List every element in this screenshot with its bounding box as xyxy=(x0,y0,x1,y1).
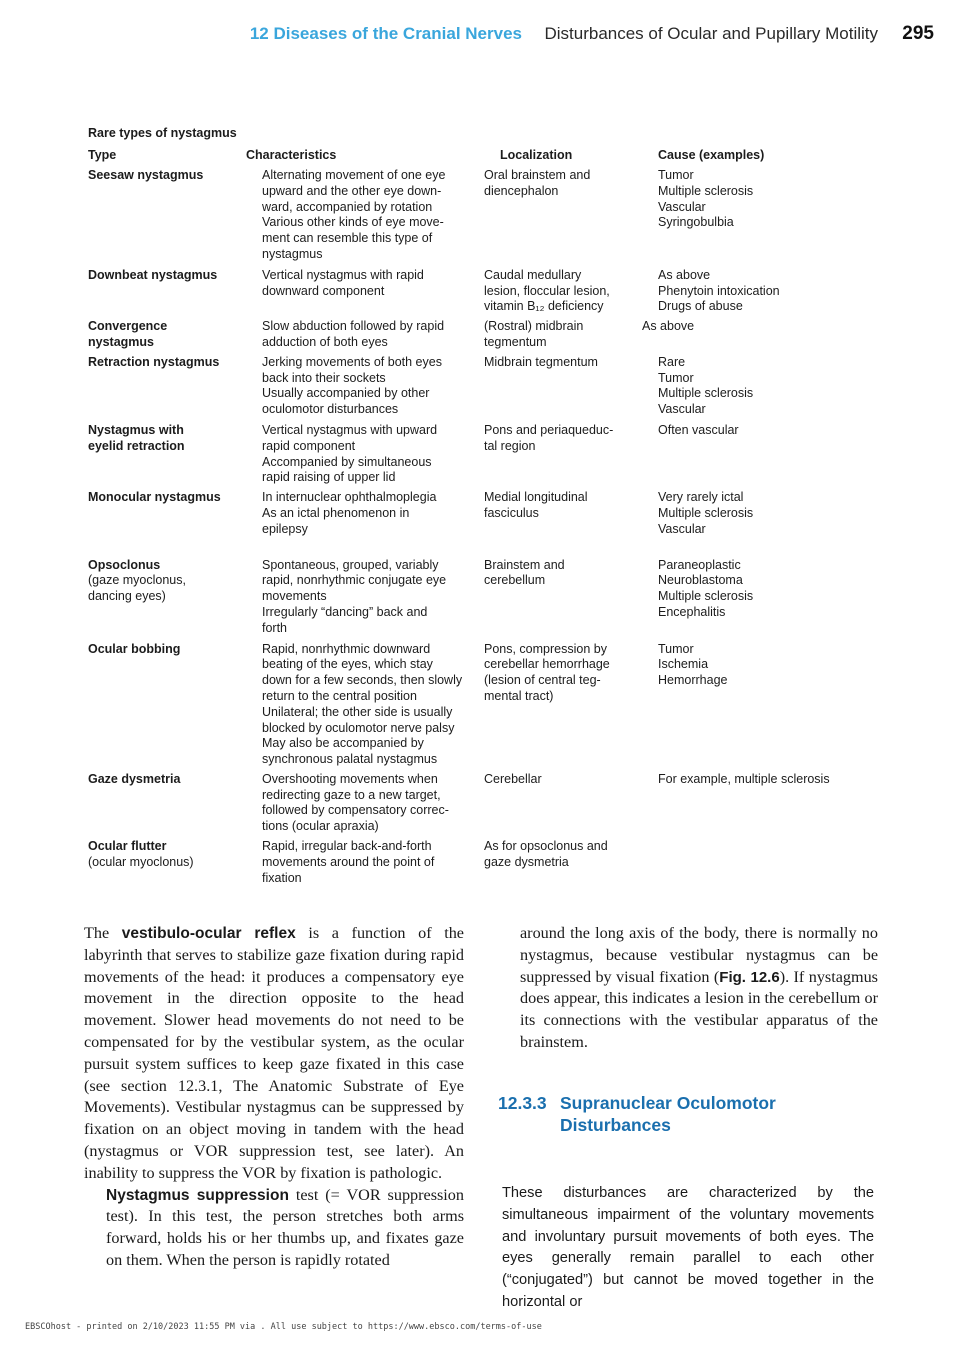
column-header-characteristics: Characteristics xyxy=(246,148,337,162)
localization-cell xyxy=(484,558,642,637)
cause-cell xyxy=(642,423,878,486)
cause-cell-line: Paraneoplastic xyxy=(658,557,741,572)
cause-cell-line: Multiple sclerosis xyxy=(658,386,754,401)
type-cell xyxy=(88,355,246,418)
characteristics-cell-line: followed by compensatory correc- xyxy=(262,803,449,818)
paragraph-suppression-test xyxy=(84,1185,464,1272)
section-title: Disturbances of Ocular and Pupillary Motility xyxy=(544,24,878,43)
characteristics-cell xyxy=(246,490,484,537)
characteristics-cell-line: Usually accompanied by other xyxy=(262,386,430,401)
type-cell xyxy=(88,168,246,263)
cause-cell-line: Vascular xyxy=(658,199,706,214)
characteristics-cell-line: rapid, nonrhythmic conjugate eye xyxy=(262,573,447,588)
localization-cell-line: Caudal medullary xyxy=(484,267,582,282)
continuation-after: ). If nystagmus does appear, this indicates a lesion in the cerebellum or its connections with the vestibular apparatus of the brainstem. xyxy=(520,967,878,1051)
characteristics-cell-line: adduction of both eyes xyxy=(262,334,388,349)
localization-cell-line: tal region xyxy=(484,438,536,453)
table-title: Rare types of nystagmus xyxy=(88,126,237,140)
term-nystagmus-suppression: Nystagmus suppression xyxy=(106,1186,289,1204)
cause-cell-line: Syringobulbia xyxy=(658,215,734,230)
cause-cell xyxy=(642,490,878,537)
characteristics-cell xyxy=(246,423,484,486)
cause-cell xyxy=(642,772,878,835)
type-cell xyxy=(88,319,246,351)
type-cell-line: eyelid retraction xyxy=(88,438,185,453)
localization-cell xyxy=(484,642,642,768)
localization-cell-line: fasciculus xyxy=(484,505,539,520)
cause-cell-line: Hemorrhage xyxy=(658,673,728,688)
localization-cell-line: Pons and periaqueduc- xyxy=(484,422,614,437)
cause-cell xyxy=(642,355,878,418)
column-header-localization: Localization xyxy=(500,148,573,162)
column-header-type: Type xyxy=(88,148,117,162)
type-cell-line: (gaze myoclonus, xyxy=(88,573,186,588)
nystagmus-table xyxy=(88,148,878,886)
heading-number: 12.3.3 xyxy=(498,1093,547,1113)
characteristics-cell-line: Vertical nystagmus with rapid xyxy=(262,267,424,282)
type-cell xyxy=(88,772,246,835)
localization-cell-line: diencephalon xyxy=(484,183,559,198)
type-cell-line: Ocular bobbing xyxy=(88,641,181,656)
characteristics-cell-line: As an ictal phenomenon in xyxy=(262,505,410,520)
cause-cell xyxy=(642,839,878,886)
cause-cell-line: Neuroblastoma xyxy=(658,573,743,588)
cause-cell-line: Ischemia xyxy=(658,657,709,672)
characteristics-cell-line: blocked by oculomotor nerve palsy xyxy=(262,720,455,735)
vor-intro: The xyxy=(84,924,122,942)
characteristics-cell-line: downward component xyxy=(262,283,385,298)
characteristics-cell xyxy=(246,558,484,637)
localization-cell-line: Medial longitudinal xyxy=(484,490,588,505)
characteristics-cell-line: redirecting gaze to a new target, xyxy=(262,787,441,802)
characteristics-cell-line: Spontaneous, grouped, variably xyxy=(262,557,439,572)
characteristics-cell-line: rapid component xyxy=(262,438,356,453)
localization-cell-line: cerebellar hemorrhage xyxy=(484,657,610,672)
type-cell xyxy=(88,642,246,768)
suppression-body: test (= VOR suppression test). In this test, the person stretches both arms forward, holds his or her thumbs up, and fixates gaze on them. When the person is rapidly rotated xyxy=(106,1185,464,1269)
cause-cell-line: Very rarely ictal xyxy=(658,490,744,505)
type-cell-line: Retraction nystagmus xyxy=(88,354,220,369)
cause-cell-line: Encephalitis xyxy=(658,604,726,619)
running-header xyxy=(0,24,940,50)
characteristics-cell-line: Alternating movement of one eye xyxy=(262,168,446,182)
paragraph-vor xyxy=(84,923,464,1185)
cause-cell xyxy=(642,642,878,768)
table-row xyxy=(88,268,878,315)
figure-reference: Fig. 12.6 xyxy=(719,968,780,986)
localization-cell-line: Cerebellar xyxy=(484,771,542,786)
vor-body: is a function of the labyrinth that serves to stabilize gaze fixation during rapid movements of the head: it produces a compensatory eye movement in the direction opposite to the head movement. Slower head movements do not need to be compensated for by the vestibular system, as the ocular pursuit system suffices to keep gaze fixated in this case (see section 12.3.1, The Anatomic Substrate of Eye Movements). Vestibular nystagmus can be suppressed by fixation on an object moving in tandem with the head (nystagmus or VOR suppression test, see later). An inability to suppress the VOR by fixation is pathologic. xyxy=(84,924,464,1182)
characteristics-cell-line: Vertical nystagmus with upward xyxy=(262,422,438,437)
type-cell-line: (ocular myoclonus) xyxy=(88,854,194,869)
cause-cell-line: Tumor xyxy=(658,168,694,182)
characteristics-cell-line: movements xyxy=(262,589,327,604)
type-cell-line: Nystagmus with xyxy=(88,422,184,437)
localization-cell-line: Brainstem and xyxy=(484,557,565,572)
type-cell-line: Seesaw nystagmus xyxy=(88,168,204,182)
column-header-cause: Cause (examples) xyxy=(658,148,765,162)
characteristics-cell xyxy=(246,168,484,263)
table-header-row xyxy=(88,148,878,168)
cause-cell-line: Tumor xyxy=(658,370,694,385)
type-cell-line: Monocular nystagmus xyxy=(88,490,221,505)
localization-cell-line: Midbrain tegmentum xyxy=(484,354,598,369)
localization-cell xyxy=(484,355,642,418)
characteristics-cell-line: Irregularly “dancing” back and xyxy=(262,604,428,619)
cause-cell xyxy=(642,319,862,351)
characteristics-cell-line: return to the central position xyxy=(262,688,417,703)
characteristics-cell xyxy=(246,268,484,315)
table-row xyxy=(88,772,878,835)
characteristics-cell xyxy=(246,839,484,886)
characteristics-cell-line: Jerking movements of both eyes xyxy=(262,354,442,369)
characteristics-cell-line: ment can resemble this type of xyxy=(262,231,433,246)
characteristics-cell-line: Slow abduction followed by rapid xyxy=(262,319,445,334)
characteristics-cell xyxy=(246,355,484,418)
type-cell xyxy=(88,490,246,537)
chapter-title: 12 Diseases of the Cranial Nerves xyxy=(249,24,522,43)
cause-cell-line: Vascular xyxy=(658,402,706,417)
paragraph-supranuclear: These disturbances are characterized by the simultaneous impairment of the voluntary movements and involuntary pursuit movements of both eyes. The eyes generally remain parallel to each other (“conjugated”) but cannot be moved together in the horizontal or xyxy=(502,1185,874,1310)
type-cell xyxy=(88,423,246,486)
left-column-text xyxy=(84,923,464,1272)
localization-cell xyxy=(484,772,642,835)
localization-cell-line: As for opsoclonus and xyxy=(484,839,608,854)
localization-cell xyxy=(484,490,642,537)
localization-cell-line: lesion, floccular lesion, xyxy=(484,283,610,298)
characteristics-cell xyxy=(246,642,484,768)
cause-cell-line: Multiple sclerosis xyxy=(658,505,754,520)
characteristics-cell-line: Rapid, nonrhythmic downward xyxy=(262,641,431,656)
characteristics-cell-line: Various other kinds of eye move- xyxy=(262,215,444,230)
characteristics-cell-line: nystagmus xyxy=(262,246,323,261)
paragraph-continuation xyxy=(520,923,878,1054)
table-row xyxy=(88,355,878,418)
type-cell-line: Downbeat nystagmus xyxy=(88,267,218,282)
characteristics-cell xyxy=(246,319,484,351)
table-body xyxy=(88,168,878,886)
localization-cell-line: vitamin B₁₂ deficiency xyxy=(484,299,604,314)
characteristics-cell-line: beating of the eyes, which stay xyxy=(262,657,433,672)
localization-cell xyxy=(484,423,642,486)
cause-cell-line: Multiple sclerosis xyxy=(658,589,754,604)
localization-cell xyxy=(484,168,642,263)
localization-cell xyxy=(484,268,642,315)
type-cell-line: Ocular flutter xyxy=(88,839,167,854)
cause-cell-line: Rare xyxy=(658,354,686,369)
cause-cell-line: For example, multiple sclerosis xyxy=(658,771,830,786)
localization-cell-line: (lesion of central teg- xyxy=(484,673,601,688)
type-cell xyxy=(88,839,246,886)
cause-cell-line: Multiple sclerosis xyxy=(658,183,754,198)
characteristics-cell-line: forth xyxy=(262,620,288,635)
characteristics-cell-line: Rapid, irregular back-and-forth xyxy=(262,839,432,854)
table-row xyxy=(88,319,878,351)
characteristics-cell-line: Unilateral; the other side is usually xyxy=(262,704,453,719)
localization-cell-line: (Rostral) midbrain xyxy=(484,319,584,334)
table-row xyxy=(88,558,878,637)
characteristics-cell-line: movements around the point of xyxy=(262,854,435,869)
localization-cell xyxy=(484,319,642,351)
characteristics-cell xyxy=(246,772,484,835)
heading-line-2: Disturbances xyxy=(560,1115,671,1135)
cause-cell-line: Drugs of abuse xyxy=(658,299,743,314)
right-column-text-top xyxy=(520,923,878,1054)
characteristics-cell-line: fixation xyxy=(262,870,302,885)
cause-cell xyxy=(642,168,878,263)
characteristics-cell-line: epilepsy xyxy=(262,521,308,536)
characteristics-cell-line: synchronous palatal nystagmus xyxy=(262,752,438,767)
localization-cell-line: Pons, compression by xyxy=(484,641,607,656)
table-row xyxy=(88,642,878,768)
cause-cell-line: Often vascular xyxy=(658,422,739,437)
cause-cell-line: As above xyxy=(658,267,711,282)
type-cell-line: Opsoclonus xyxy=(88,557,161,572)
localization-cell-line: gaze dysmetria xyxy=(484,854,569,869)
characteristics-cell-line: rapid raising of upper lid xyxy=(262,470,396,485)
type-cell-line: dancing eyes) xyxy=(88,589,166,604)
type-cell xyxy=(88,558,246,637)
table-row xyxy=(88,490,878,537)
characteristics-cell-line: back into their sockets xyxy=(262,370,386,385)
term-vestibulo-ocular-reflex: vestibulo-ocular reflex xyxy=(121,925,296,942)
cause-cell-line: As above xyxy=(642,319,695,334)
page-number: 295 xyxy=(902,23,934,44)
localization-cell xyxy=(484,839,642,886)
characteristics-cell-line: upward and the other eye down- xyxy=(262,183,442,198)
right-column-text-bottom xyxy=(502,1183,874,1314)
characteristics-cell-line: ward, accompanied by rotation xyxy=(262,199,433,214)
table-row xyxy=(88,423,878,486)
localization-cell-line: cerebellum xyxy=(484,573,546,588)
type-cell-line: Gaze dysmetria xyxy=(88,771,181,786)
type-cell-line: nystagmus xyxy=(88,334,154,349)
table-row xyxy=(88,839,878,886)
cause-cell xyxy=(642,558,878,637)
section-heading xyxy=(498,1092,878,1136)
localization-cell-line: Oral brainstem and xyxy=(484,168,591,182)
cause-cell-line: Phenytoin intoxication xyxy=(658,283,780,298)
localization-cell-line: tegmentum xyxy=(484,334,547,349)
characteristics-cell-line: May also be accompanied by xyxy=(262,736,424,751)
table-row xyxy=(88,168,878,263)
type-cell xyxy=(88,268,246,315)
characteristics-cell-line: Overshooting movements when xyxy=(262,771,438,786)
heading-line-1: Supranuclear Oculomotor xyxy=(560,1093,776,1113)
localization-cell-line: mental tract) xyxy=(484,688,554,703)
type-cell-line: Convergence xyxy=(88,319,168,334)
characteristics-cell-line: oculomotor disturbances xyxy=(262,402,399,417)
cause-cell-line: Tumor xyxy=(658,641,694,656)
characteristics-cell-line: In internuclear ophthalmoplegia xyxy=(262,490,437,505)
characteristics-cell-line: down for a few seconds, then slowly xyxy=(262,673,463,688)
cause-cell-line: Vascular xyxy=(658,521,706,536)
characteristics-cell-line: tions (ocular apraxia) xyxy=(262,819,379,834)
cause-cell xyxy=(642,268,878,315)
footer-notice: EBSCOhost - printed on 2/10/2023 11:55 PM via . All use subject to https://www.ebsco.com/terms-of-use xyxy=(25,1322,542,1332)
characteristics-cell-line: Accompanied by simultaneous xyxy=(262,454,432,469)
continuation-before: around the long axis of the body, there is normally no nystagmus, because vestibular nystagmus can be suppressed by visual fixation ( xyxy=(520,924,878,986)
